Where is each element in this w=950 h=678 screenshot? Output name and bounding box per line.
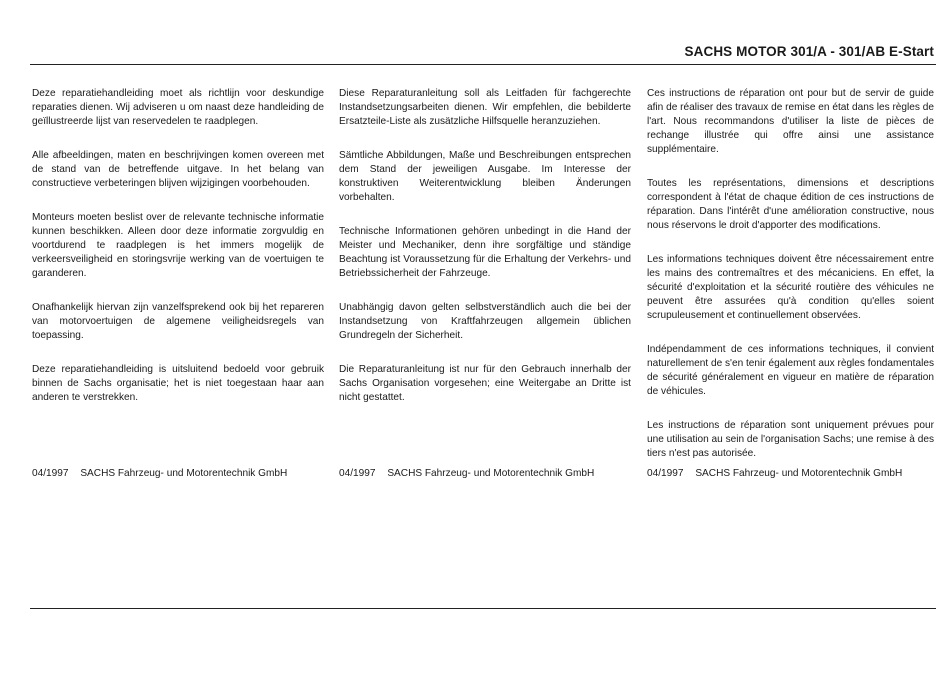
- paragraph: Indépendamment de ces informations techniques, il convient naturellement de s'en tenir également aux règles fondamentales de sécurité généralement en vigueur en matière de réparation de véhicules.: [647, 344, 934, 397]
- paragraph: Technische Informationen gehören unbedingt in die Hand der Meister und Mechaniker, denn ihre sorgfältige und ständige Beachtung ist Voraussetzung für die Erhaltung der Verkehrs- und Betriebssicherheit der Fahrzeuge.: [339, 226, 631, 279]
- column-dutch: [32, 87, 324, 425]
- footer-rule: [30, 608, 936, 609]
- paragraph: Monteurs moeten beslist over de relevante technische informatie kunnen beschikken. Alleen door deze informatie zorgvuldig en voortdurend te raadplegen is het immers mogelijk de verkeersveiligheid en storingsvrije werking van de voertuigen te garanderen.: [32, 212, 324, 279]
- document-title: SACHS MOTOR 301/A - 301/AB E-Start: [684, 44, 934, 59]
- paragraph: Deze reparatiehandleiding moet als richtlijn voor deskundige reparaties dienen. Wij adviseren u om naast deze handleiding de geïllustreerde lijst van reservedelen te raadplegen.: [32, 88, 324, 127]
- column-german: [339, 87, 631, 425]
- footer-company: SACHS Fahrzeug- und Motorentechnik GmbH: [387, 468, 595, 479]
- footer-french: [647, 467, 902, 481]
- footer-company: SACHS Fahrzeug- und Motorentechnik GmbH: [695, 468, 903, 479]
- paragraph: Ces instructions de réparation ont pour but de servir de guide afin de réaliser des travaux de remise en état dans les règles de l'art. Nous recommandons d'utiliser la liste de pièces de rechange illustrée qui offre ainsi une assistance supplémentaire.: [647, 88, 934, 155]
- footer-german: [339, 467, 594, 481]
- paragraph: Onafhankelijk hiervan zijn vanzelfsprekend ook bij het repareren van motorvoertuigen de algemene veiligheidsregels van toepassing.: [32, 302, 324, 341]
- footer-dutch: [32, 467, 287, 481]
- paragraph: Die Reparaturanleitung ist nur für den Gebrauch innerhalb der Sachs Organisation vorgesehen; eine Weitergabe an Dritte ist nicht gestattet.: [339, 364, 631, 403]
- paragraph: Les informations techniques doivent être nécessairement entre les mains des contremaîtres et des mécaniciens. En effet, la sécurité d'exploitation et la sécurité routière des véhicules ne peuvent être assurées qu'à condition qu'elles soient scrupuleusement et continuellement observées.: [647, 254, 934, 321]
- footer-company: SACHS Fahrzeug- und Motorentechnik GmbH: [80, 468, 288, 479]
- paragraph: Sämtliche Abbildungen, Maße und Beschreibungen entsprechen dem Stand der jeweiligen Ausgabe. Im Interesse der konstruktiven Weiterentwicklung bleiben Änderungen vorbehalten.: [339, 150, 631, 203]
- header-rule: [30, 64, 936, 65]
- footer-date: 04/1997: [647, 468, 684, 479]
- footer-date: 04/1997: [32, 468, 69, 479]
- paragraph: Deze reparatiehandleiding is uitsluitend bedoeld voor gebruik binnen de Sachs organisatie; het is niet toegestaan haar aan anderen te verstrekken.: [32, 364, 324, 403]
- footer-date: 04/1997: [339, 468, 376, 479]
- paragraph: Alle afbeeldingen, maten en beschrijvingen komen overeen met de stand van de betreffende uitgave. In het belang van constructieve verbeteringen blijven wijzigingen voorbehouden.: [32, 150, 324, 189]
- paragraph: Diese Reparaturanleitung soll als Leitfaden für fachgerechte Instandsetzungsarbeiten dienen. Wir empfehlen, die bebilderte Ersatzteile-Liste als zusätzliche Hilfsquelle heranzuziehen.: [339, 88, 631, 127]
- paragraph: Toutes les représentations, dimensions et descriptions correspondent à l'état de chaque édition de ces instructions de réparation. Dans l'intérêt d'une amélioration constructive, nous nous réservons le droit d'apporter des modifications.: [647, 178, 934, 231]
- column-french: [647, 87, 934, 481]
- paragraph: Unabhängig davon gelten selbstverständlich auch die bei der Instandsetzung von Kraftfahrzeugen allgemein üblichen Grundregeln der Sicherheit.: [339, 302, 631, 341]
- paragraph: Les instructions de réparation sont uniquement prévues pour une utilisation au sein de l'organisation Sachs; une remise à des tiers n'est pas autorisée.: [647, 420, 934, 459]
